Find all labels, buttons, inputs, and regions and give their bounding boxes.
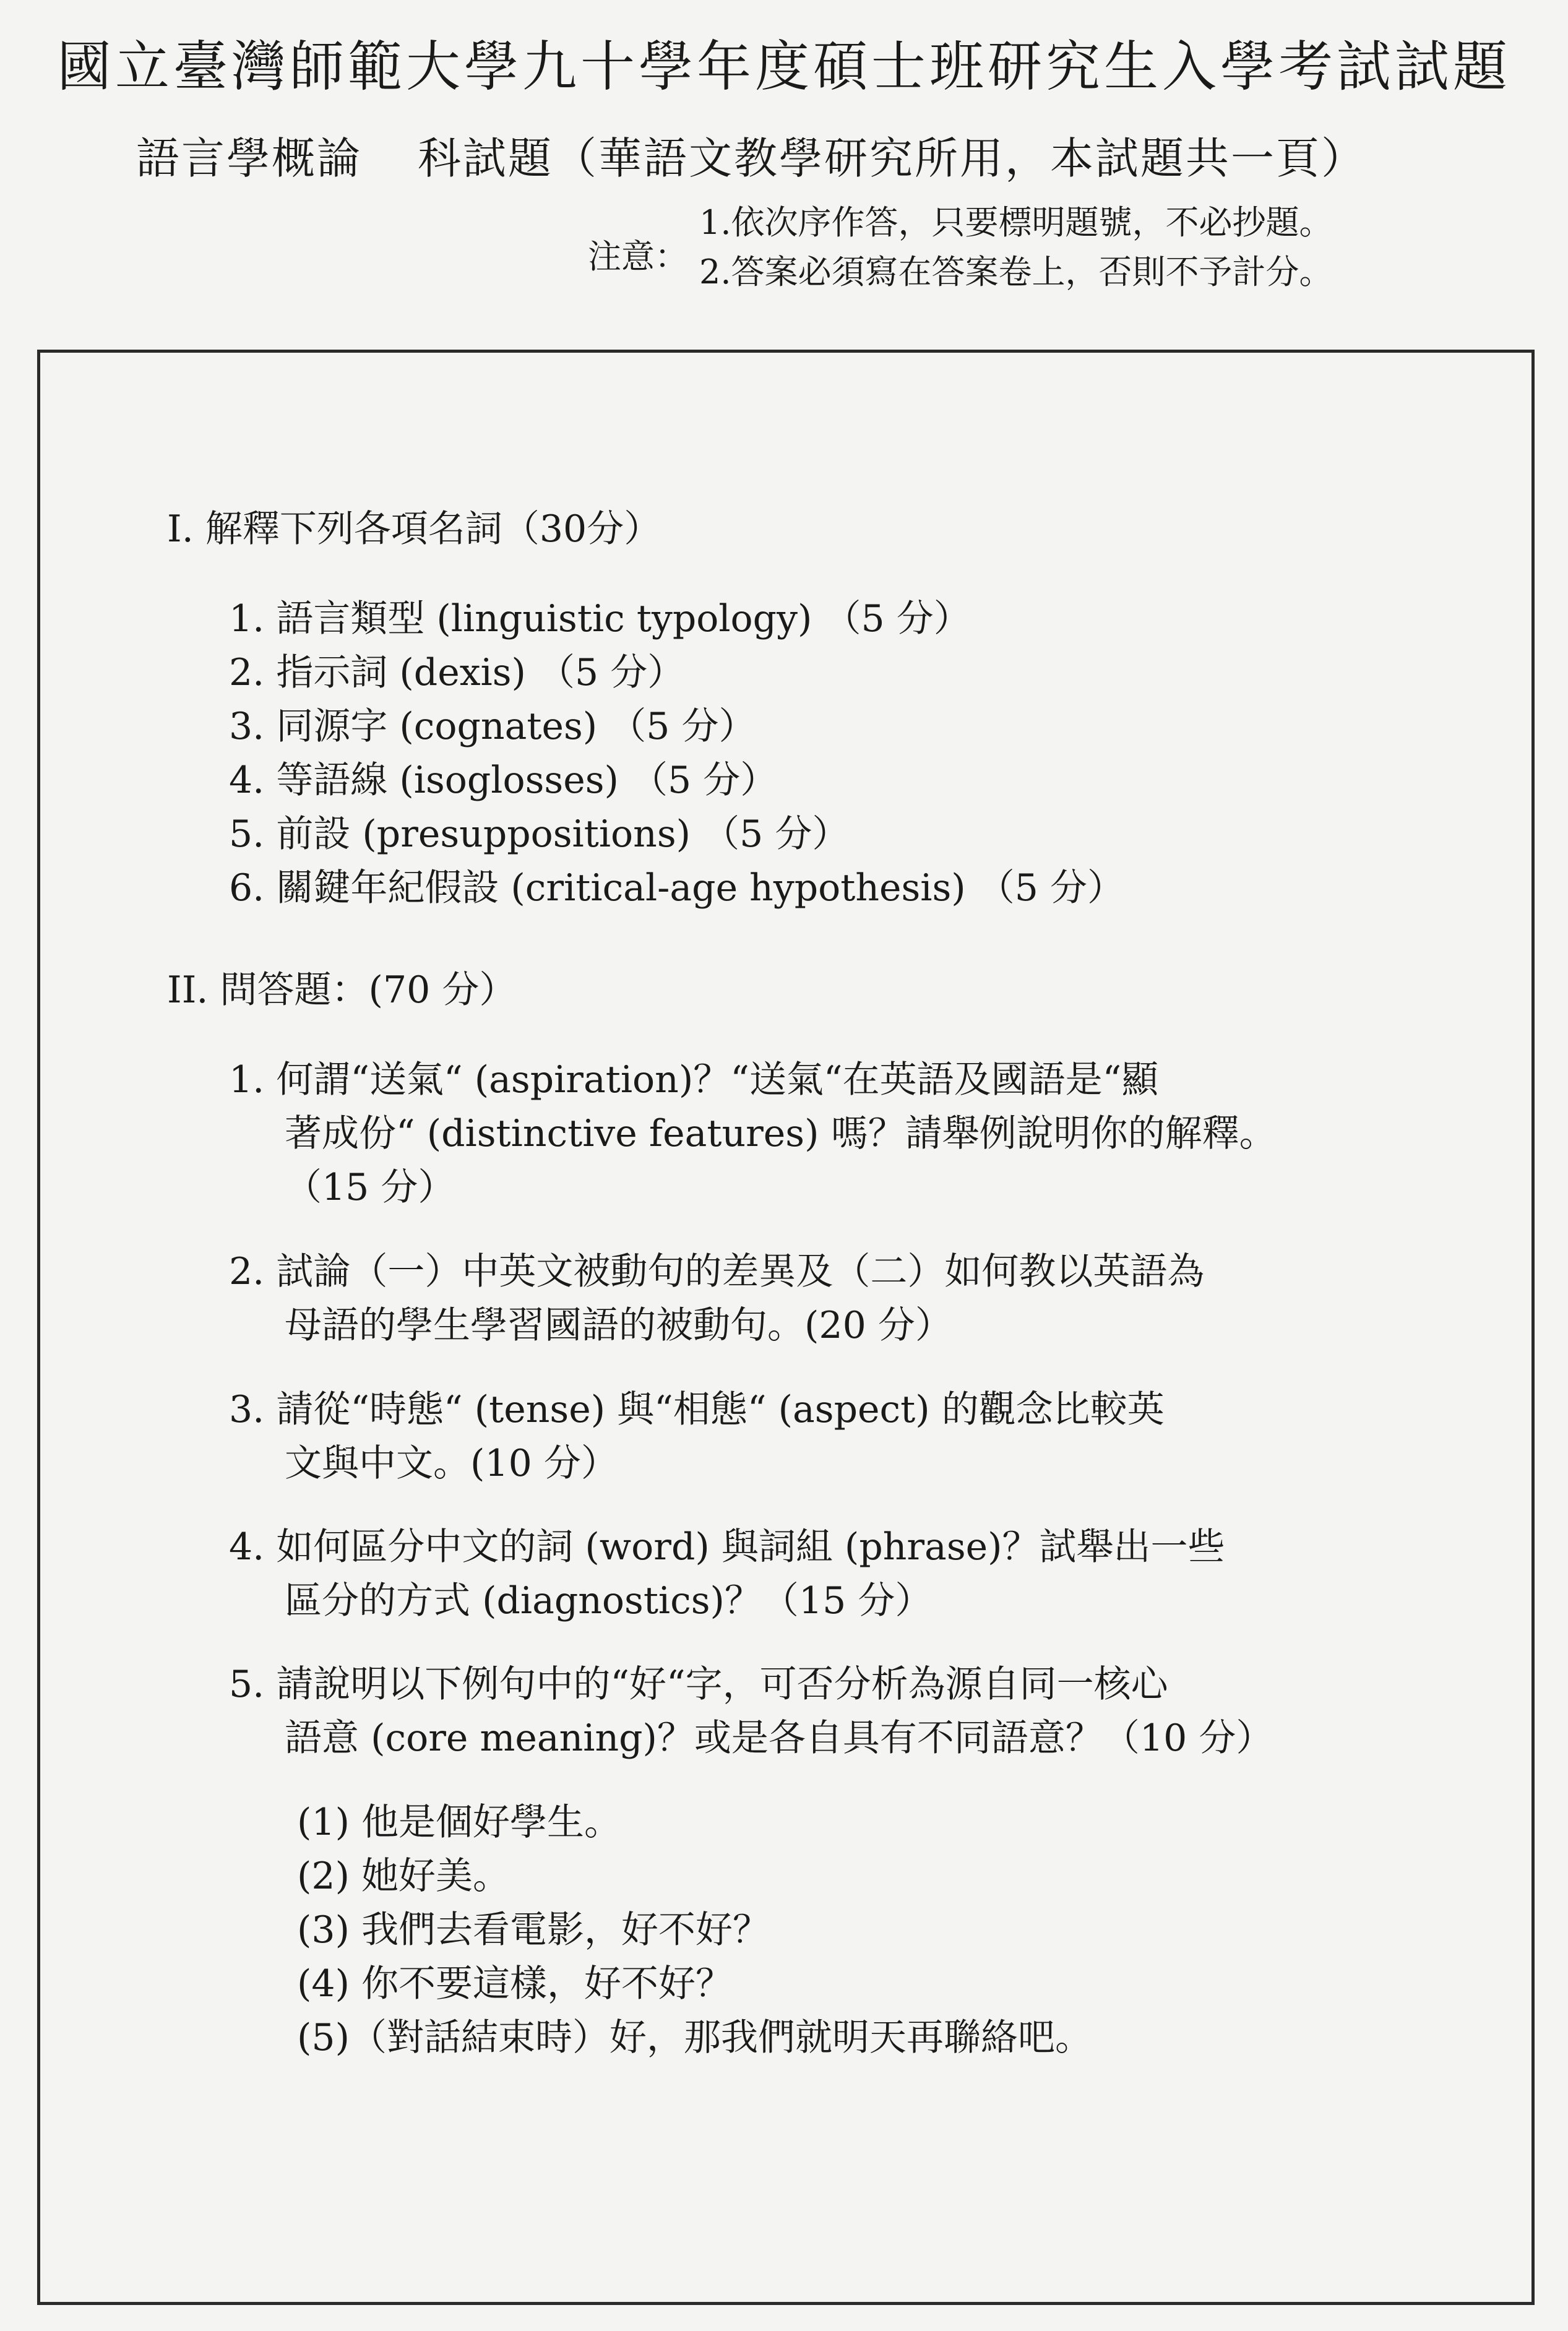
section1-heading: I. 解釋下列各項名詞（30分） <box>167 507 661 551</box>
question-line: 5. 請說明以下例句中的“好“字，可否分析為源自同一核心 <box>229 1663 1168 1706</box>
question-line: 3. 請從“時態“ (tense) 與“相態“ (aspect) 的觀念比較英 <box>229 1388 1165 1431</box>
example-sentence: (1) 他是個好學生。 <box>297 1801 622 1844</box>
exam-subtitle <box>136 124 1366 186</box>
question-line: 文與中文。(10 分） <box>285 1442 618 1485</box>
term-item: 3. 同源字 (cognates) （5 分） <box>229 705 756 748</box>
question-line: 語意 (core meaning)？或是各自具有不同語意？（10 分） <box>285 1717 1273 1760</box>
question-line: 著成份“ (distinctive features) 嗎？請舉例說明你的解釋。 <box>285 1112 1277 1155</box>
section2-heading: II. 問答題：(70 分） <box>167 968 517 1012</box>
exam-title: 國立臺灣師範大學九十學年度碩士班研究生入學考試試題 <box>56 35 1511 98</box>
question-line: 2. 試論（一）中英文被動句的差異及（二）如何教以英語為 <box>229 1250 1205 1293</box>
question-line: 1. 何謂“送氣“ (aspiration)？“送氣“在英語及國語是“顯 <box>229 1058 1159 1101</box>
question-line: （15 分） <box>285 1166 455 1209</box>
notice-item: 2.答案必須寫在答案卷上，否則不予計分。 <box>699 252 1333 291</box>
term-item: 5. 前設 (presuppositions) （5 分） <box>229 812 850 856</box>
term-item: 4. 等語線 (isoglosses) （5 分） <box>229 759 778 802</box>
term-item: 6. 關鍵年紀假設 (critical-age hypothesis) （5 分） <box>229 866 1125 910</box>
subject-name: 語言學概論 <box>136 133 362 184</box>
question-line: 4. 如何區分中文的詞 (word) 與詞組 (phrase)？試舉出一些 <box>229 1525 1225 1569</box>
notice-item: 1.依次序作答，只要標明題號，不必抄題。 <box>699 203 1333 242</box>
term-item: 1. 語言類型 (linguistic typology) （5 分） <box>229 597 971 640</box>
example-sentence: (3) 我們去看電影，好不好？ <box>297 1908 770 1952</box>
example-sentence: (5)（對話結束時）好，那我們就明天再聯絡吧。 <box>297 2016 1092 2059</box>
example-sentence: (4) 你不要這樣，好不好？ <box>297 1962 733 2006</box>
term-item: 2. 指示詞 (dexis) （5 分） <box>229 651 685 694</box>
subtitle-rest: 科試題（華語文教學研究所用，本試題共一頁） <box>418 133 1366 184</box>
question-line: 區分的方式 (diagnostics)？（15 分） <box>285 1579 933 1622</box>
example-sentence: (2) 她好美。 <box>297 1855 510 1898</box>
notice-label: 注意： <box>588 237 688 276</box>
question-line: 母語的學生學習國語的被動句。(20 分） <box>285 1304 952 1347</box>
